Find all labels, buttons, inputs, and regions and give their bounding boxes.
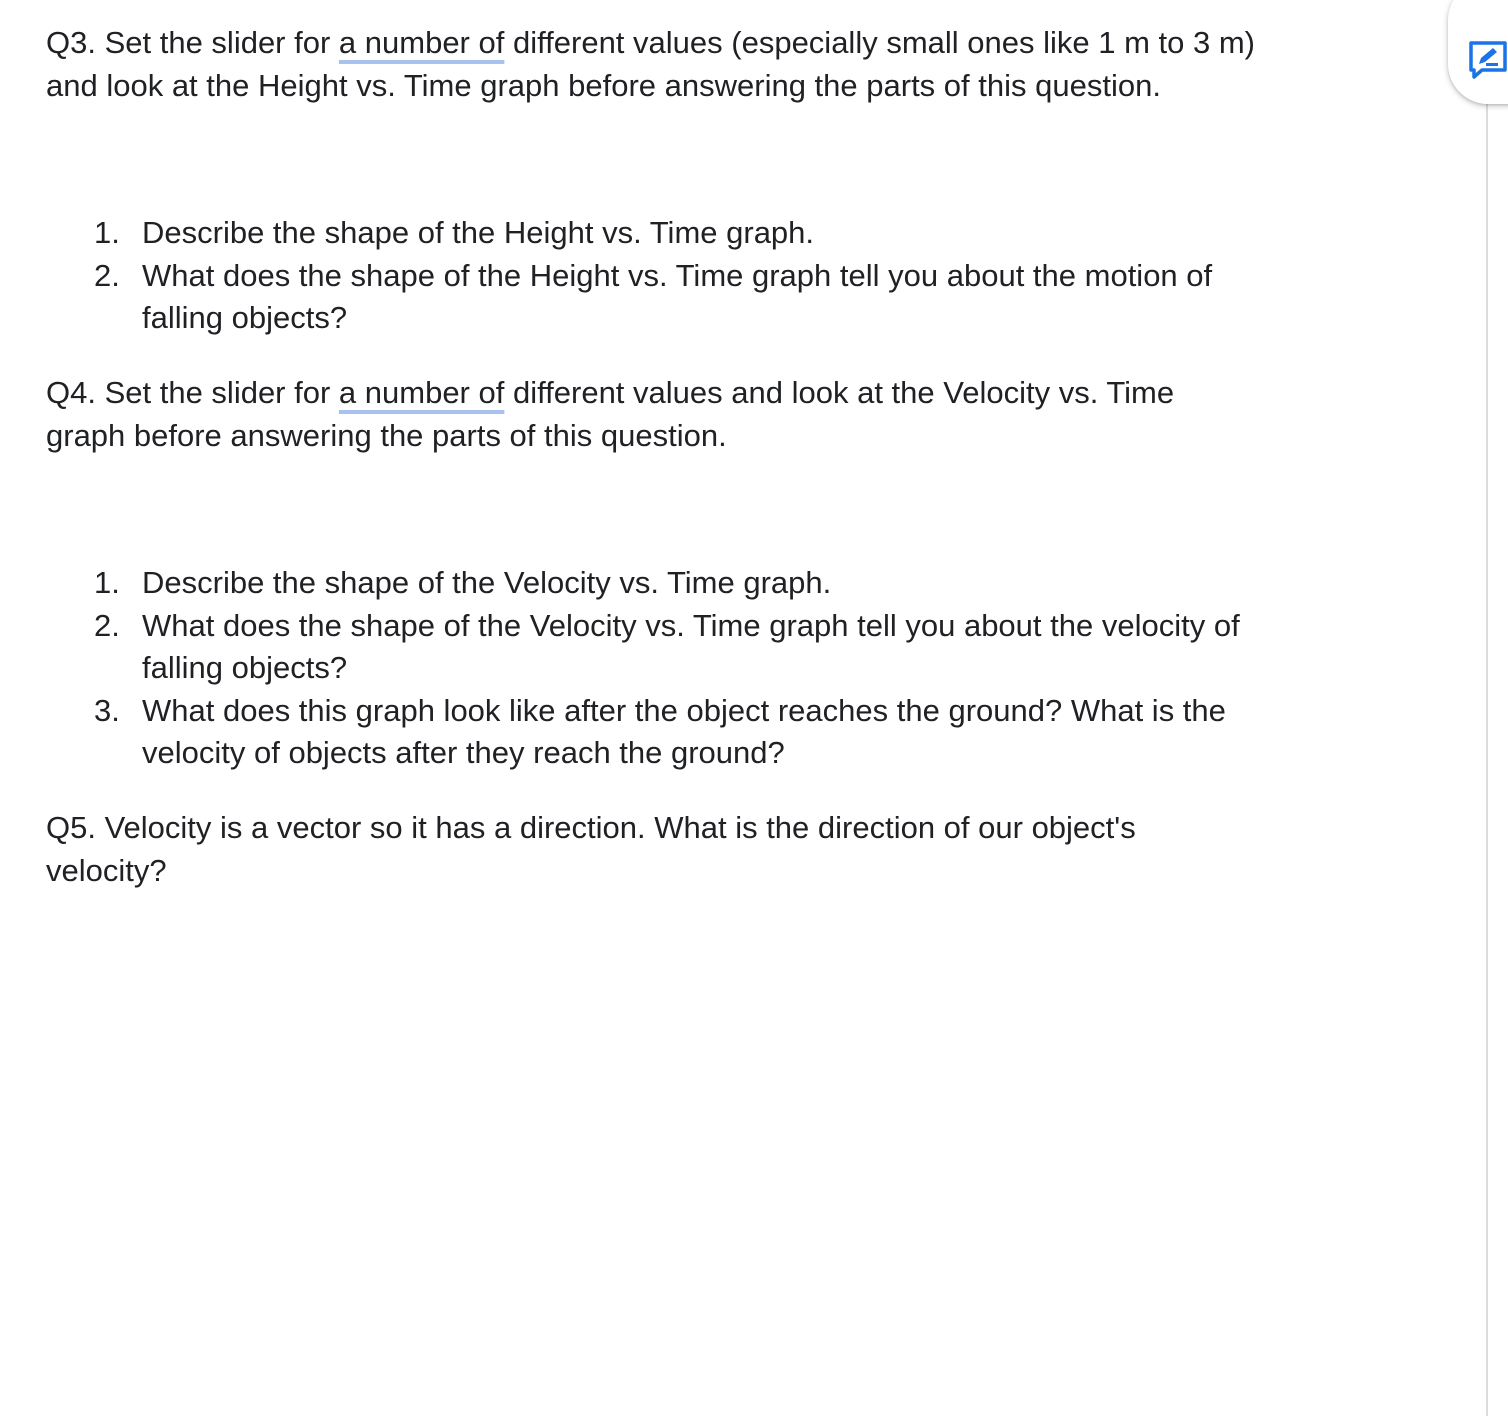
list-item <box>94 562 1240 605</box>
list-item-text: What does the shape of the Velocity vs. Time graph tell you about the velocity of <box>142 607 1240 643</box>
list-number: 2. <box>94 607 120 643</box>
list-item-text: Describe the shape of the Height vs. Time graph. <box>142 215 815 250</box>
question-q4 <box>46 372 1174 457</box>
list-number: 2. <box>94 257 120 293</box>
q3-line-2: and look at the Height vs. Time graph before answering the parts of this question. <box>46 67 1161 103</box>
q4-text-a: Q4. Set the slider for <box>46 375 339 410</box>
list-item-text: falling objects? <box>142 650 348 685</box>
q3-text-b: different values (especially small ones like 1 m to 3 m) <box>504 25 1255 60</box>
suggestion-underline-q4[interactable]: a number of <box>338 375 505 410</box>
list-number: 3. <box>94 692 120 728</box>
question-q5 <box>46 807 1136 892</box>
list-item-text: velocity of objects after they reach the ground? <box>142 735 785 770</box>
page-edge-divider <box>1486 100 1488 1416</box>
list-item-text: Describe the shape of the Velocity vs. Time graph. <box>142 565 832 600</box>
q3-line-1 <box>46 22 1255 65</box>
q5-line-2: velocity? <box>46 852 167 888</box>
q4-parts-list <box>94 562 1240 775</box>
q4-text-b: different values and look at the Velocity vs. Time <box>504 375 1175 410</box>
edit-suggest-icon <box>1468 40 1508 80</box>
list-item <box>94 255 1212 340</box>
list-item-text: What does the shape of the Height vs. Time graph tell you about the motion of <box>142 257 1213 293</box>
list-number: 1. <box>94 565 120 600</box>
list-item <box>94 605 1240 690</box>
q5-line-1: Q5. Velocity is a vector so it has a direction. What is the direction of our object's <box>46 810 1136 845</box>
list-item-text: falling objects? <box>142 300 348 335</box>
q4-line-2: graph before answering the parts of this question. <box>46 417 727 453</box>
list-item <box>94 212 1212 255</box>
suggestion-underline-q3[interactable]: a number of <box>338 25 505 60</box>
list-item-text: What does this graph look like after the object reaches the ground? What is the <box>142 692 1226 728</box>
question-q3 <box>46 22 1255 107</box>
q4-line-1 <box>46 372 1174 415</box>
q3-text-a: Q3. Set the slider for <box>46 25 339 60</box>
list-number: 1. <box>94 215 120 250</box>
suggest-edit-button[interactable] <box>1448 0 1508 104</box>
q3-parts-list <box>94 212 1212 340</box>
list-item <box>94 690 1240 775</box>
